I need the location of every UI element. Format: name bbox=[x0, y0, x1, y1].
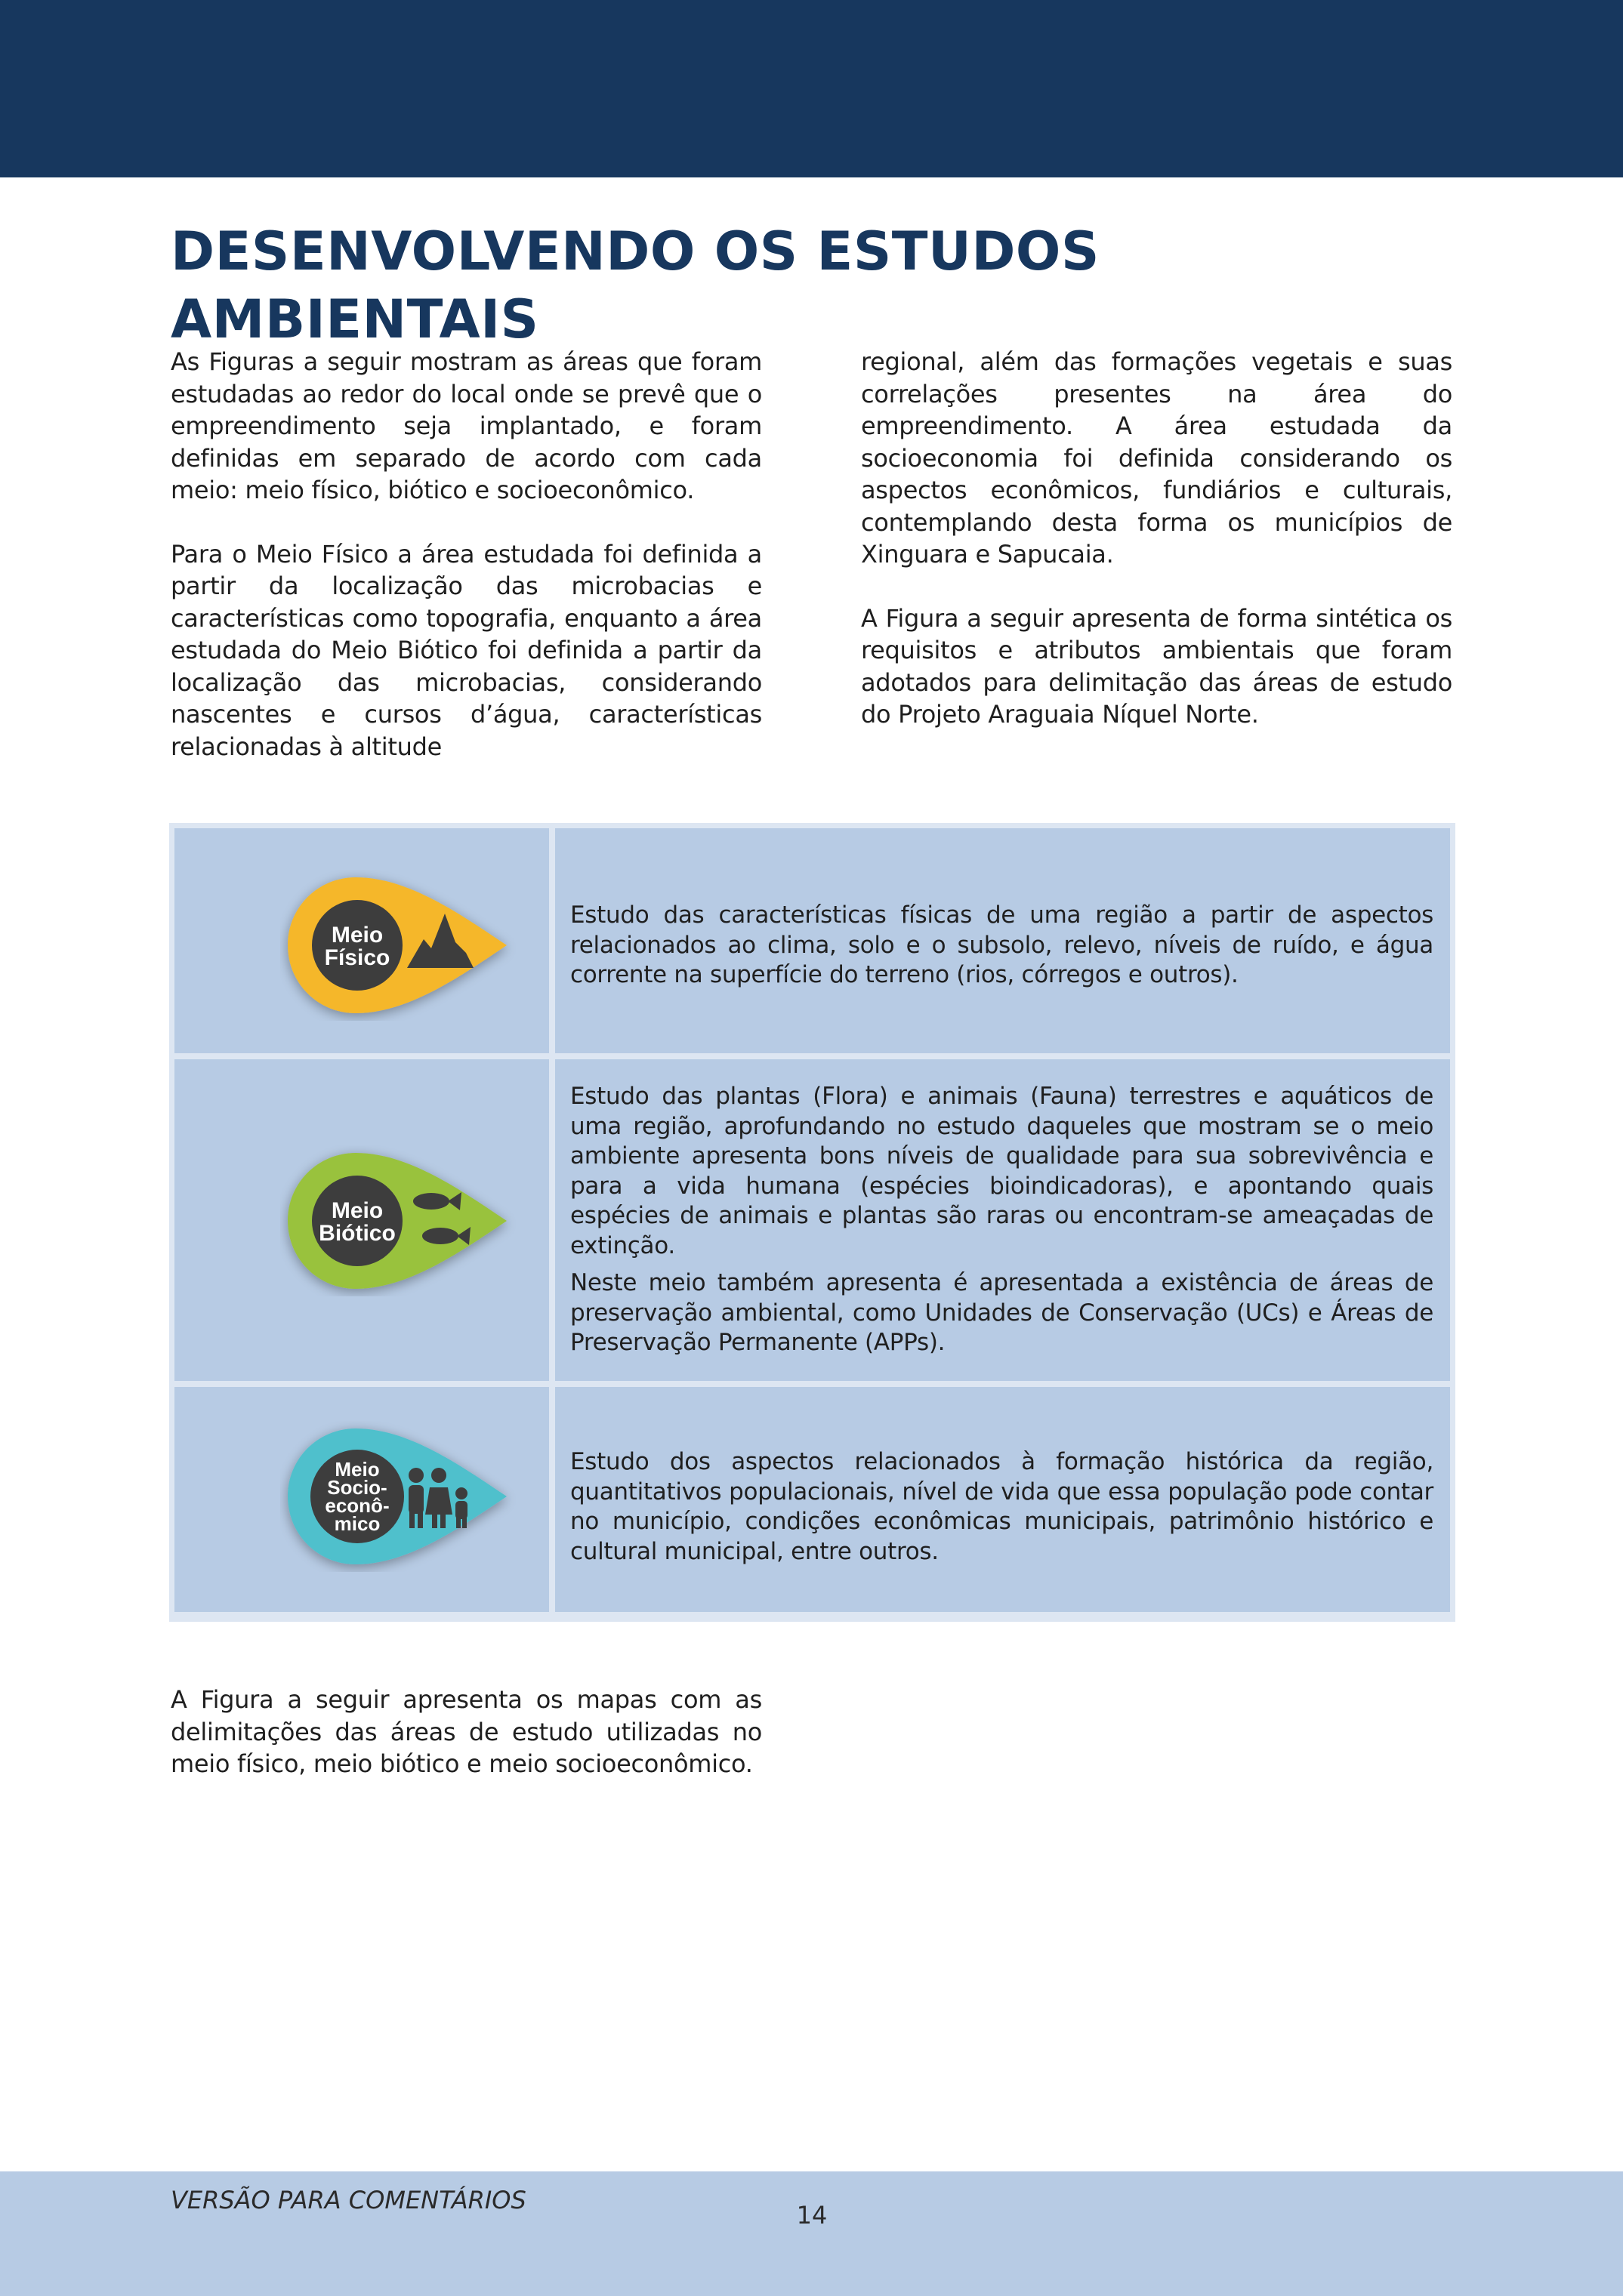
description-cell bbox=[555, 1059, 1450, 1381]
study-areas-table bbox=[169, 823, 1455, 1622]
study-description: Neste meio também apresenta é apresentada a existência de áreas de preservação ambiental, como Unidades de Conservação (UCs) e Áreas de Preservação Permanente (APPs). bbox=[570, 1269, 1433, 1356]
badge-label: Meio Biótico bbox=[319, 1198, 396, 1246]
footer-version-label: VERSÃO PARA COMENTÁRIOS bbox=[171, 2186, 526, 2214]
intro-paragraph: As Figuras a seguir mostram as áreas que foram estudadas ao redor do local onde se prevê que o empreendimento seja implantado, e foram definidas em separado de acordo com cada meio: meio físico, biótico e socioeconômico. bbox=[171, 347, 762, 504]
intro-left-column bbox=[171, 346, 762, 794]
study-description: Estudo dos aspectos relacionados à formação histórica da região, quantitativos populacionais, nível de vida que essa população pode contar no município, condições econômicas municipais, patrimônio histórico e cultural municipal, entre outros. bbox=[570, 1448, 1433, 1565]
meio-fisico-badge bbox=[280, 870, 537, 1021]
study-description: Estudo das características físicas de uma região a partir de aspectos relacionados ao clima, solo e o subsolo, relevo, níveis de ruído, e água corrente na superfície do terreno (rios, córregos e outros). bbox=[570, 901, 1433, 988]
table-row-meio-biotico bbox=[174, 1059, 1450, 1381]
badge-cell bbox=[174, 828, 549, 1053]
intro-right-column bbox=[861, 346, 1452, 763]
study-description: Estudo das plantas (Flora) e animais (Fauna) terrestres e aquáticos de uma região, aprofundando no estudo daqueles que mostram se o meio ambiente apresenta bons níveis de qualidade para sua sobrevivência e para a vida humana (espécies bioindicadoras), e apontando quais espécies de animais e plantas são raras ou encontram-se ameaçadas de extinção. bbox=[570, 1083, 1433, 1259]
badge-cell bbox=[174, 1387, 549, 1612]
meio-biotico-badge bbox=[280, 1145, 537, 1296]
badge-cell bbox=[174, 1059, 549, 1381]
meio-socioeconomico-badge bbox=[280, 1421, 537, 1572]
description-cell bbox=[555, 1387, 1450, 1612]
intro-paragraph: Para o Meio Físico a área estudada foi definida a partir da localização das microbacias e características como topografia, enquanto a área estudada do Meio Biótico foi definida a partir da localização das microbacias, considerando nascentes e cursos d’água, características relacionadas à altitude bbox=[171, 539, 762, 761]
badge-label: Meio Físico bbox=[324, 923, 390, 970]
table-row-meio-fisico bbox=[174, 828, 1450, 1053]
page-title: DESENVOLVENDO OS ESTUDOS AMBIENTAIS bbox=[171, 220, 1100, 350]
description-cell bbox=[555, 828, 1450, 1053]
intro-paragraph: regional, além das formações vegetais e suas correlações presentes na área do empreendimento. A área estudada da socioeconomia foi definida considerando os aspectos econômicos, fundiários e culturais, contemplando desta forma os municípios de Xinguara e Sapucaia. bbox=[861, 347, 1452, 569]
closing-paragraph: A Figura a seguir apresenta os mapas com as delimitações das áreas de estudo utilizadas no meio físico, meio biótico e meio socioeconômico. bbox=[171, 1685, 762, 1778]
table-row-meio-socioeconomico bbox=[174, 1387, 1450, 1612]
header-band bbox=[0, 0, 1623, 177]
page-number: 14 bbox=[796, 2201, 828, 2230]
intro-paragraph: A Figura a seguir apresenta de forma sintética os requisitos e atributos ambientais que foram adotados para delimitação das áreas de estudo do Projeto Araguaia Níquel Norte. bbox=[861, 603, 1452, 729]
badge-label: Meio Socio- econô- mico bbox=[325, 1458, 390, 1535]
